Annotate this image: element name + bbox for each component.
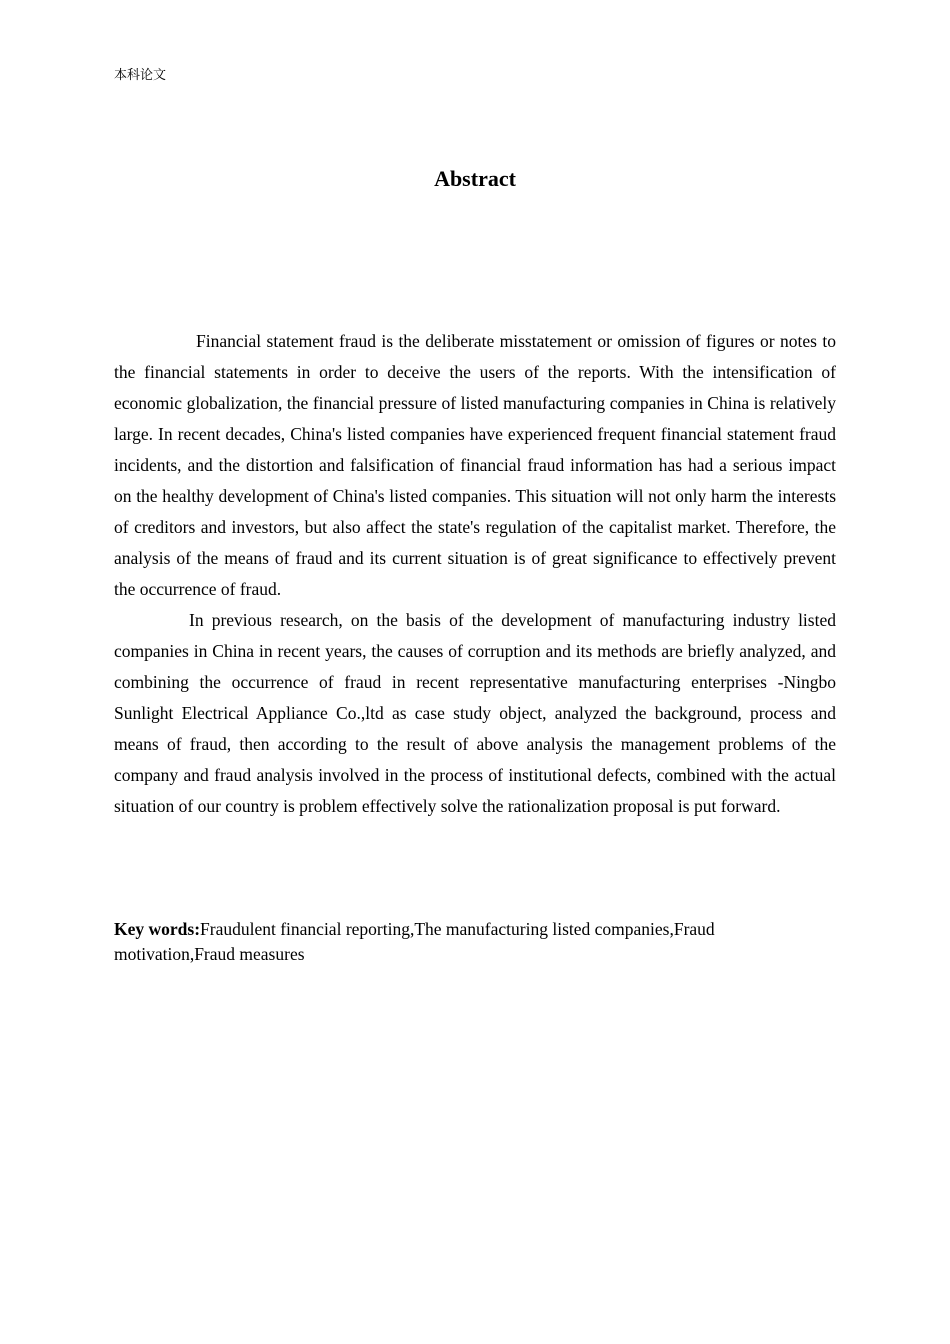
- keywords-text: Fraudulent financial reporting,The manufacturing listed companies,Fraud motivation,Fraud measures: [114, 919, 715, 964]
- abstract-body: [114, 326, 836, 822]
- page-title: Abstract: [434, 166, 516, 191]
- keywords-label: Key words:: [114, 919, 201, 939]
- abstract-paragraph-1: Financial statement fraud is the deliberate misstatement or omission of figures or notes to the financial statements in order to deceive the users of the reports. With the intensification of economic globalization, the financial pressure of listed manufacturing companies in China is relatively large. In recent decades, China's listed companies have experienced frequent financial statement fraud incidents, and the distortion and falsification of financial fraud information has had a serious impact on the healthy development of China's listed companies. This situation will not only harm the interests of creditors and investors, but also affect the state's regulation of the capitalist market. Therefore, the analysis of the means of fraud and its current situation is of great significance to effectively prevent the occurrence of fraud.: [114, 331, 836, 599]
- page-header: 本科论文: [114, 68, 167, 83]
- abstract-paragraph-2: In previous research, on the basis of the development of manufacturing industry listed companies in China in recent years, the causes of corruption and its methods are briefly analyzed, and combining the occurrence of fraud in recent representative manufacturing enterprises -Ningbo Sunlight Electrical Appliance Co.,ltd as case study object, analyzed the background, process and means of fraud, then according to the result of above analysis the management problems of the company and fraud analysis involved in the process of institutional defects, combined with the actual situation of our country is problem effectively solve the rationalization proposal is put forward.: [114, 610, 836, 816]
- keywords-block: [114, 917, 836, 967]
